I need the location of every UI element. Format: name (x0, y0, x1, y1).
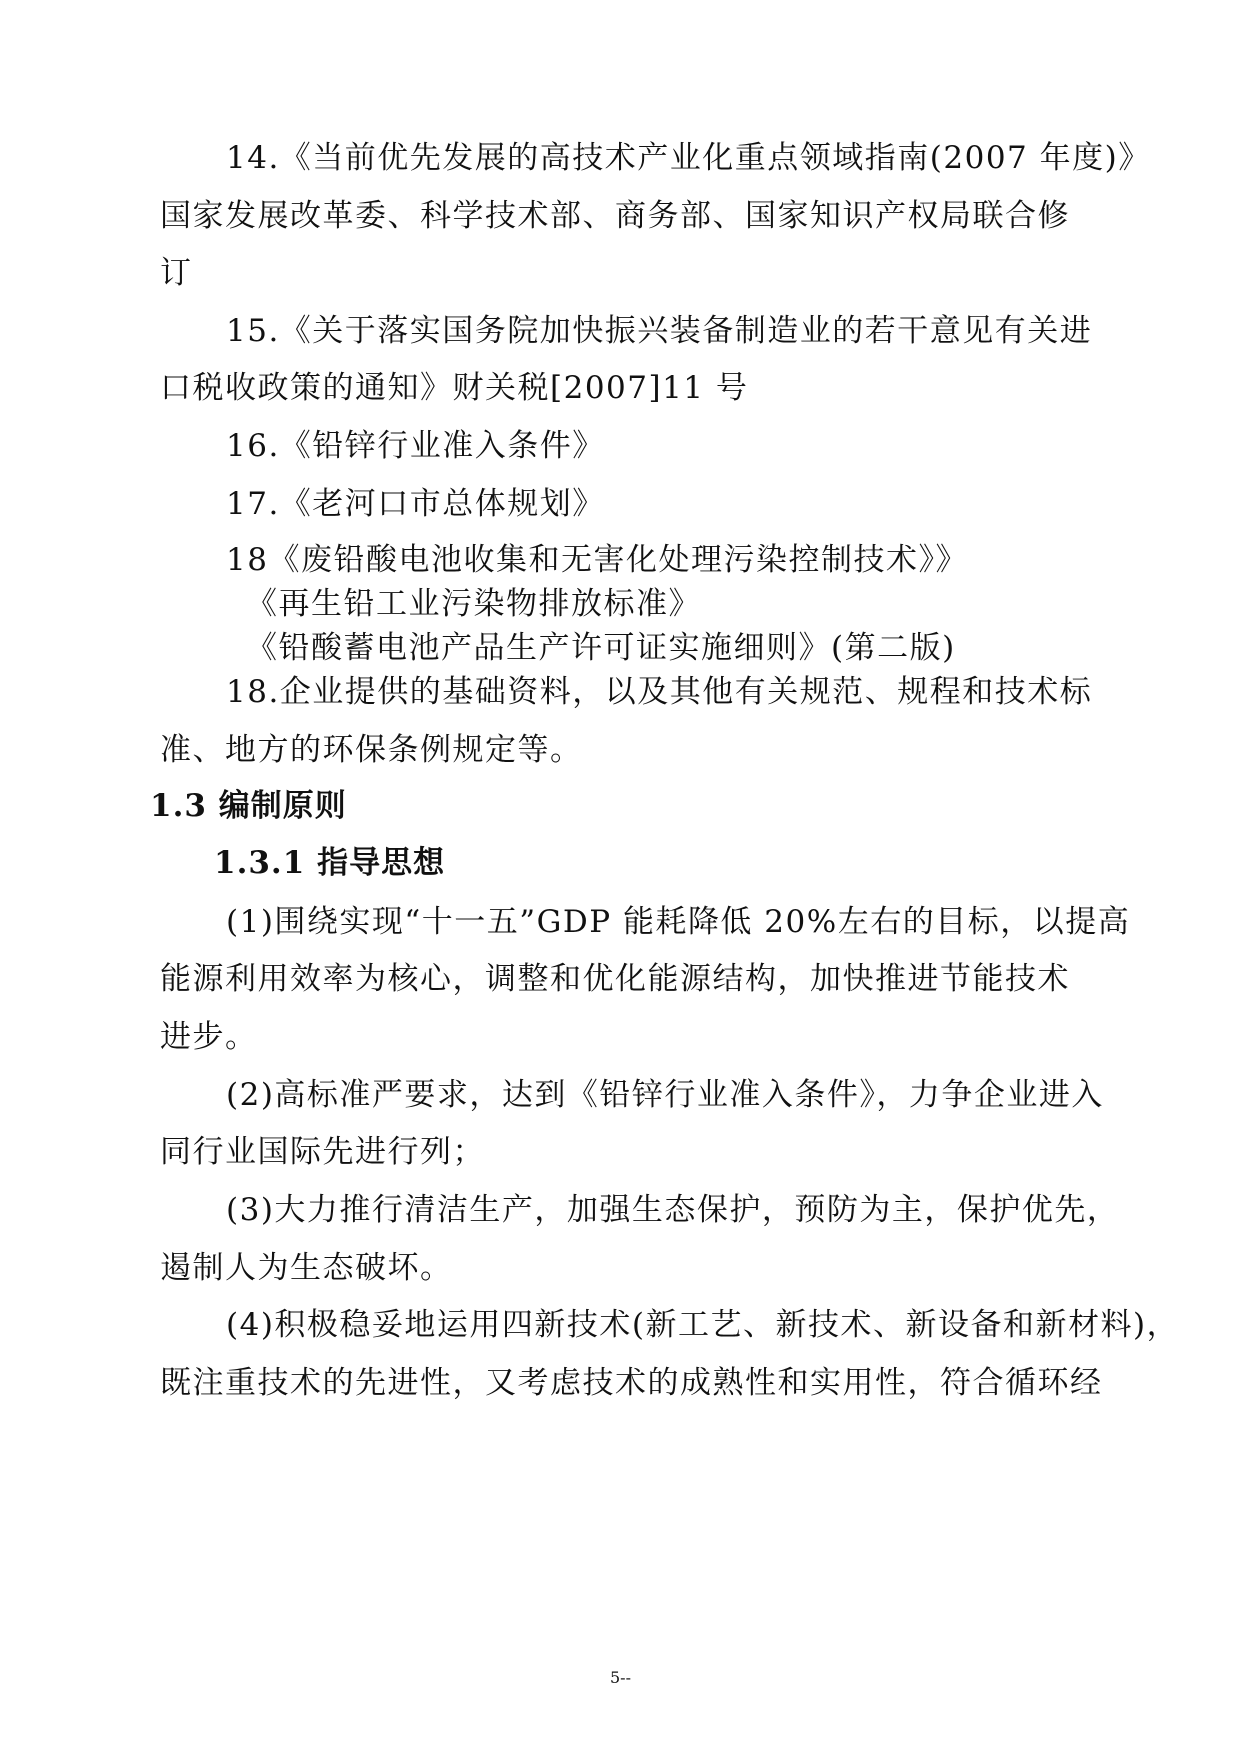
ref-18-line-2: 准、地方的环保条例规定等。 (160, 732, 583, 768)
page-number: 5-- (610, 1668, 631, 1687)
principle-1-line-2: 能源利用效率为核心，调整和优化能源结构，加快推进节能技术 (160, 961, 1070, 997)
principle-1-line-1: (1)围绕实现“十一五”GDP 能耗降低 20%左右的目标，以提高 (226, 904, 1131, 940)
principle-3-line-1: (3)大力推行清洁生产，加强生态保护，预防为主，保护优先， (226, 1192, 1120, 1228)
subsection-heading: 1.3.1 指导思想 (214, 845, 446, 881)
ref-17: 17.《老河口市总体规划》 (226, 486, 605, 522)
principle-2-line-1: (2)高标准严要求，达到《铅锌行业准入条件》，力争企业进入 (226, 1077, 1104, 1113)
principle-1-line-3: 进步。 (160, 1019, 258, 1055)
ref-18-b: 《再生铅工业污染物排放标准》 (246, 586, 701, 622)
ref-18-a: 18《废铅酸电池收集和无害化处理污染控制技术》》 (226, 542, 968, 578)
principle-2-line-2: 同行业国际先进行列； (160, 1134, 485, 1170)
ref-14-line-1: 14.《当前优先发展的高技术产业化重点领域指南(2007 年度)》 (226, 140, 1151, 176)
section-heading: 1.3 编制原则 (150, 788, 347, 824)
ref-14-line-3: 订 (160, 255, 193, 291)
ref-15-line-2: 口税收政策的通知》财关税[2007]11 号 (160, 370, 749, 406)
ref-18-c: 《铅酸蓄电池产品生产许可证实施细则》(第二版) (246, 630, 956, 666)
principle-4-line-1: (4)积极稳妥地运用四新技术(新工艺、新技术、新设备和新材料)， (226, 1307, 1180, 1343)
ref-18-line-1: 18.企业提供的基础资料，以及其他有关规范、规程和技术标 (226, 674, 1093, 710)
ref-15-line-1: 15.《关于落实国务院加快振兴装备制造业的若干意见有关进 (226, 313, 1093, 349)
ref-14-line-2: 国家发展改革委、科学技术部、商务部、国家知识产权局联合修 (160, 198, 1070, 234)
principle-4-line-2: 既注重技术的先进性，又考虑技术的成熟性和实用性，符合循环经 (160, 1365, 1103, 1401)
principle-3-line-2: 遏制人为生态破坏。 (160, 1250, 453, 1286)
ref-16: 16.《铅锌行业准入条件》 (226, 428, 605, 464)
